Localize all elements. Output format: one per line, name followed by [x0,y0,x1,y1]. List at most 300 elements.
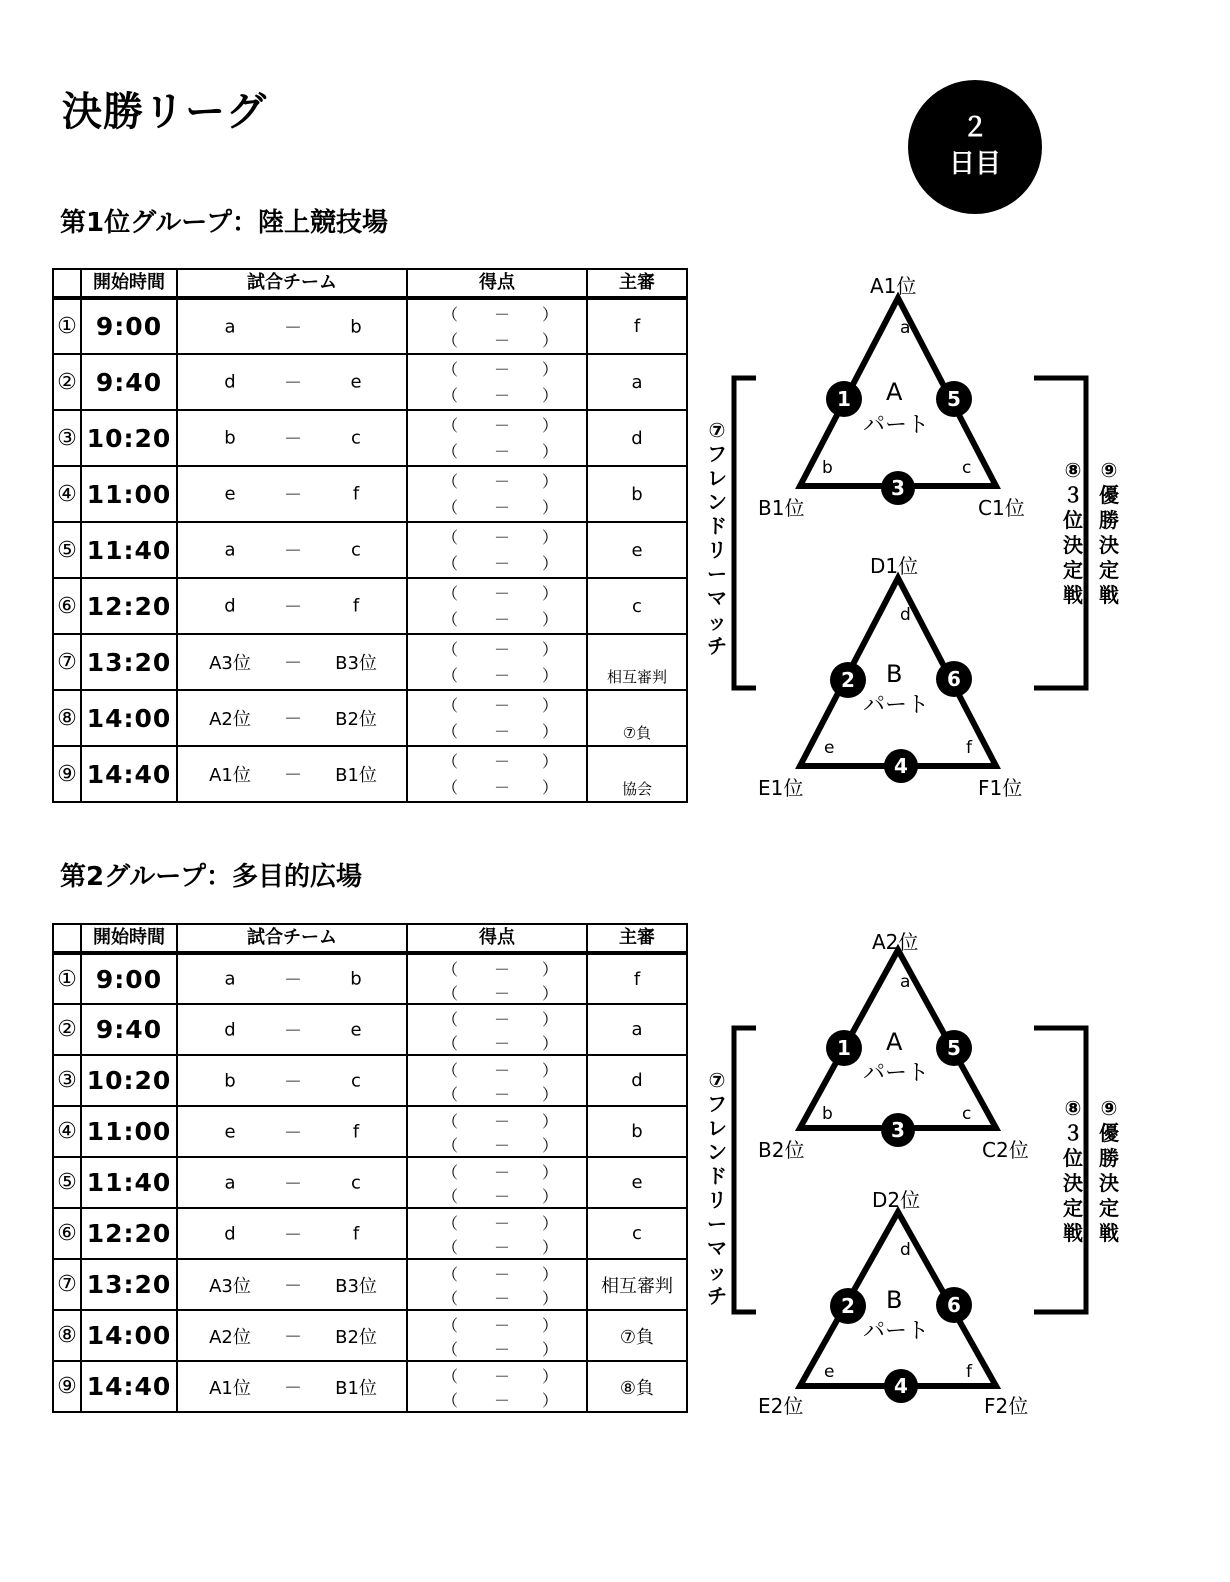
vs-dash: － [284,597,302,618]
score-dash: － [494,1084,511,1104]
score-line-1 [408,581,586,607]
table-row [53,578,687,634]
score-dash: － [494,1214,511,1233]
score-dash: － [494,1316,511,1335]
match-number: ⑤ [53,522,81,578]
score-paren-open: （ [442,696,459,715]
match-number: ② [53,1004,81,1055]
team-away: B1位 [335,1377,377,1399]
score-paren-open: （ [442,666,459,685]
start-time: 14:40 [81,1361,177,1412]
score-paren-open: （ [442,1186,459,1206]
match-teams [177,466,407,522]
score-dash: － [494,960,511,979]
vs-dash: － [284,1173,302,1195]
diagram-b-edge-d: d [900,1240,911,1260]
table-row [53,690,687,746]
score-paren-open: （ [442,498,459,517]
start-time: 10:20 [81,410,177,466]
score-dash: － [494,1163,511,1182]
score-line-2 [408,439,586,465]
team-home: e [224,483,236,505]
match-number: ⑦ [53,634,81,690]
score-paren-open: （ [442,416,459,435]
score-paren-close: ） [542,1214,559,1233]
score-paren-close: ） [542,1390,559,1410]
score-paren-close: ） [542,442,559,461]
score-dash: － [494,640,511,659]
final-match-label: ⑨優勝決定戦 [1099,1096,1119,1245]
match-5-marker: 5 [947,1036,961,1060]
score-paren-open: （ [442,752,459,771]
referee: f [587,298,687,354]
diagram-b-part-letter: B [886,660,903,688]
team-away: B3位 [335,653,377,674]
score-paren-open: （ [442,1010,459,1029]
score-line-1 [408,637,586,663]
referee: 相互審判 [587,634,687,690]
score-paren-open: （ [442,1112,459,1131]
score-dash: － [494,416,511,435]
day-badge [908,80,1042,214]
score-dash: － [494,1288,511,1308]
match-teams [177,522,407,578]
match-number: ② [53,354,81,410]
table-row [53,522,687,578]
score-paren-open: （ [442,1390,459,1410]
score-paren-open: （ [442,1265,459,1284]
vs-dash: － [284,485,302,506]
score-cell [407,1106,587,1157]
diagram-b-edge-e: e [824,1362,835,1382]
score-dash: － [494,584,511,603]
vs-dash: － [284,317,302,339]
diagram-a-edge-b: b [822,458,833,478]
match-number: ⑥ [53,1208,81,1259]
header-teams: 試合チーム [177,924,407,953]
referee: b [587,1106,687,1157]
start-time: 9:00 [81,298,177,354]
start-time: 10:20 [81,1055,177,1106]
score-paren-close: ） [542,416,559,435]
score-cell [407,298,587,354]
score-paren-open: （ [442,1339,459,1359]
third-place-label: ⑧３位決定戦 [1063,458,1083,607]
start-time: 11:00 [81,1106,177,1157]
vs-dash: － [284,1020,302,1042]
start-time: 9:40 [81,1004,177,1055]
score-cell [407,522,587,578]
group1-schedule-table [52,268,688,803]
score-paren-close: ） [542,640,559,659]
referee: a [587,354,687,410]
score-line-2 [408,719,586,745]
score-paren-close: ） [542,360,559,379]
score-dash: － [494,1010,511,1029]
score-cell [407,746,587,802]
score-paren-close: ） [542,1163,559,1182]
team-away: b [350,316,362,337]
score-cell [407,1310,587,1361]
referee: d [587,410,687,466]
group2-title: 第2グループ：多目的広場 [60,862,363,892]
score-paren-open: （ [442,528,459,547]
team-home: A1位 [209,1377,251,1399]
score-paren-close: ） [542,666,559,685]
match-number: ⑧ [53,690,81,746]
start-time: 14:00 [81,690,177,746]
header-score: 得点 [407,924,587,953]
match-teams [177,1106,407,1157]
score-paren-open: （ [442,554,459,573]
vs-dash: － [284,709,302,730]
team-away: B3位 [335,1275,377,1297]
score-paren-close: ） [542,722,559,741]
table-row [53,1106,687,1157]
team-away: f [352,1121,360,1142]
score-paren-open: （ [442,1237,459,1257]
score-cell [407,953,587,1004]
match-number: ⑧ [53,1310,81,1361]
match-teams [177,578,407,634]
match-1-marker: 1 [837,1036,851,1060]
score-paren-open: （ [442,331,459,350]
team-home: a [224,539,236,561]
match-6-marker: 6 [947,667,961,691]
score-paren-open: （ [442,1288,459,1308]
score-paren-open: （ [442,442,459,461]
diagram-b-top-label: D1位 [870,554,919,578]
score-line-2 [408,607,586,633]
match-teams [177,354,407,410]
diagram-b-left-label: E2位 [758,1394,804,1418]
vs-dash: － [284,653,302,674]
diagram-b-right-label: F2位 [984,1394,1029,1418]
diagram-b-part-label: パート [863,693,930,718]
match-number: ③ [53,410,81,466]
score-dash: － [494,666,511,685]
score-cell [407,1208,587,1259]
match-number: ⑤ [53,1157,81,1208]
score-paren-open: （ [442,640,459,659]
diagram-a-part-label: パート [863,1061,930,1086]
score-paren-close: ） [542,1316,559,1335]
diagram-a-part-letter: A [886,378,903,406]
team-away: B2位 [335,1326,377,1348]
score-cell [407,1157,587,1208]
table-row [53,953,687,1004]
score-line-2 [408,775,586,801]
table-row [53,1310,687,1361]
score-cell [407,690,587,746]
match-number: ④ [53,1106,81,1157]
score-cell [407,466,587,522]
team-home: A2位 [209,1326,251,1348]
score-line-2 [408,663,586,689]
final-match-label: ⑨優勝決定戦 [1099,458,1119,607]
team-away: f [352,483,360,505]
score-dash: － [494,554,511,573]
score-dash: － [494,442,511,461]
score-cell [407,1055,587,1106]
score-dash: － [494,528,511,547]
score-line-1 [408,357,586,383]
diagram-a-right-label: C2位 [982,1138,1029,1162]
team-home: d [224,371,236,393]
diagram-b-edge-e: e [824,738,835,758]
score-line-1 [408,1262,586,1288]
score-dash: － [494,386,511,405]
diagram-b-edge-d: d [900,605,911,625]
team-away: B2位 [335,709,377,730]
team-home: b [224,427,236,449]
match-4-marker: 4 [894,1374,908,1398]
match-number: ① [53,298,81,354]
score-dash: － [494,722,511,741]
score-dash: － [494,1033,511,1053]
score-paren-close: ） [542,1288,559,1308]
match-number: ③ [53,1055,81,1106]
match-teams [177,1004,407,1055]
score-line-2 [408,1235,586,1261]
score-dash: － [494,360,511,379]
score-paren-close: ） [542,472,559,491]
team-away: e [350,371,362,393]
match-teams [177,410,407,466]
score-line-2 [408,495,586,521]
start-time: 11:00 [81,466,177,522]
diagram-b-right-label: F1位 [978,776,1023,800]
match-teams [177,746,407,802]
score-cell [407,410,587,466]
match-number: ⑨ [53,1361,81,1412]
score-paren-close: ） [542,498,559,517]
diagram-b-left-label: E1位 [758,776,804,800]
header-score: 得点 [407,269,587,298]
score-dash: － [494,305,511,324]
score-dash: － [494,1390,511,1410]
score-dash: － [494,1367,511,1386]
score-dash: － [494,498,511,517]
table-row [53,354,687,410]
score-paren-open: （ [442,722,459,741]
score-line-1 [408,302,586,328]
referee: b [587,466,687,522]
team-home: e [224,1121,236,1142]
diagram-a-edge-a: a [900,972,911,992]
match-4-marker: 4 [894,754,908,778]
team-home: d [224,1019,236,1040]
score-paren-open: （ [442,1316,459,1335]
score-paren-close: ） [542,1265,559,1284]
table-row [53,1055,687,1106]
score-line-2 [408,1184,586,1210]
start-time: 11:40 [81,522,177,578]
header-start-time: 開始時間 [81,924,177,953]
score-line-1 [408,1364,586,1390]
score-line-1 [408,1109,586,1135]
diagram-b-top-label: D2位 [872,1188,921,1212]
team-home: d [224,595,236,617]
score-line-1 [408,749,586,775]
team-away: f [352,1223,360,1244]
table-row [53,634,687,690]
score-line-1 [408,1058,586,1084]
start-time: 9:00 [81,953,177,1004]
score-cell [407,634,587,690]
referee: 協会 [587,746,687,802]
team-home: A1位 [209,765,251,786]
header-start-time: 開始時間 [81,269,177,298]
diagram-a-left-label: B2位 [758,1138,805,1162]
score-line-1 [408,1160,586,1186]
team-home: a [224,968,236,990]
score-paren-close: ） [542,1061,559,1080]
score-paren-close: ） [542,778,559,797]
score-paren-close: ） [542,610,559,629]
match-teams [177,1259,407,1310]
score-line-1 [408,1007,586,1033]
match-number: ④ [53,466,81,522]
table-row [53,466,687,522]
diagram-a-part-letter: A [886,1028,903,1056]
start-time: 13:20 [81,634,177,690]
score-line-1 [408,469,586,495]
start-time: 11:40 [81,1157,177,1208]
score-paren-open: （ [442,1135,459,1155]
team-home: a [224,316,236,337]
diagram-a-edge-b: b [822,1104,833,1124]
score-dash: － [494,696,511,715]
score-paren-open: （ [442,1163,459,1182]
score-dash: － [494,778,511,797]
score-dash: － [494,983,511,1003]
score-line-2 [408,1337,586,1363]
table-row [53,746,687,802]
score-dash: － [494,1237,511,1257]
score-paren-open: （ [442,1367,459,1386]
table-row [53,410,687,466]
vs-dash: － [284,429,302,450]
diagram-a-edge-a: a [900,318,911,338]
score-cell [407,1259,587,1310]
score-paren-open: （ [442,472,459,491]
score-line-1 [408,1313,586,1339]
header-blank [53,269,81,298]
team-home: d [224,1223,236,1244]
score-line-2 [408,328,586,354]
score-line-2 [408,1031,586,1057]
score-line-1 [408,957,586,983]
score-paren-open: （ [442,305,459,324]
team-away: f [352,595,360,617]
referee: e [587,522,687,578]
diagram-a-edge-c: c [962,1104,972,1124]
team-away: e [350,1019,362,1040]
score-paren-close: ） [542,1367,559,1386]
referee: d [587,1055,687,1106]
start-time: 13:20 [81,1259,177,1310]
start-time: 12:20 [81,1208,177,1259]
diagram-a-top-label: A1位 [870,274,917,298]
match-1-marker: 1 [837,387,851,411]
referee: f [587,953,687,1004]
match-number: ⑦ [53,1259,81,1310]
diagram-b-edge-f: f [966,738,972,758]
score-paren-close: ） [542,960,559,979]
referee: ⑦負 [587,690,687,746]
score-cell [407,1361,587,1412]
table-row [53,1004,687,1055]
header-referee: 主審 [587,924,687,953]
start-time: 12:20 [81,578,177,634]
score-line-2 [408,1082,586,1108]
match-teams [177,1208,407,1259]
score-dash: － [494,1339,511,1359]
page-title: 決勝リーグ [62,89,267,135]
match-teams [177,1055,407,1106]
team-away: b [350,968,362,990]
score-paren-close: ） [542,752,559,771]
match-5-marker: 5 [947,387,961,411]
score-paren-open: （ [442,960,459,979]
score-paren-close: ） [542,528,559,547]
table-row [53,1259,687,1310]
score-paren-open: （ [442,1033,459,1053]
group2-diagram [700,910,1140,1450]
referee: e [587,1157,687,1208]
table-row [53,1208,687,1259]
team-away: B1位 [335,765,377,786]
score-line-2 [408,1133,586,1159]
score-paren-open: （ [442,778,459,797]
start-time: 14:40 [81,746,177,802]
vs-dash: － [284,765,302,786]
score-paren-close: ） [542,554,559,573]
score-dash: － [494,1135,511,1155]
match-teams [177,1361,407,1412]
score-dash: － [494,331,511,350]
day-badge-label: 日目 [948,149,1001,179]
score-paren-close: ） [542,1112,559,1131]
score-paren-open: （ [442,386,459,405]
match-3-marker: 3 [891,1118,905,1142]
match-number: ⑥ [53,578,81,634]
start-time: 14:00 [81,1310,177,1361]
team-home: b [224,1070,236,1091]
vs-dash: － [284,1071,302,1093]
score-dash: － [494,752,511,771]
score-line-2 [408,383,586,409]
header-referee: 主審 [587,269,687,298]
score-paren-close: ） [542,305,559,324]
vs-dash: － [284,1377,302,1399]
diagram-a-top-label: A2位 [872,930,919,954]
score-line-2 [408,551,586,577]
referee: 相互審判 [587,1259,687,1310]
score-cell [407,578,587,634]
table-row [53,1361,687,1412]
score-paren-open: （ [442,1214,459,1233]
diagram-a-right-label: C1位 [978,496,1025,520]
score-dash: － [494,610,511,629]
vs-dash: － [284,1122,302,1144]
friendly-match-label: ⑦フレンドリーマッチ [707,1068,727,1308]
diagram-a-edge-c: c [962,458,972,478]
score-paren-close: ） [542,1033,559,1053]
score-paren-close: ） [542,1135,559,1155]
start-time: 9:40 [81,354,177,410]
